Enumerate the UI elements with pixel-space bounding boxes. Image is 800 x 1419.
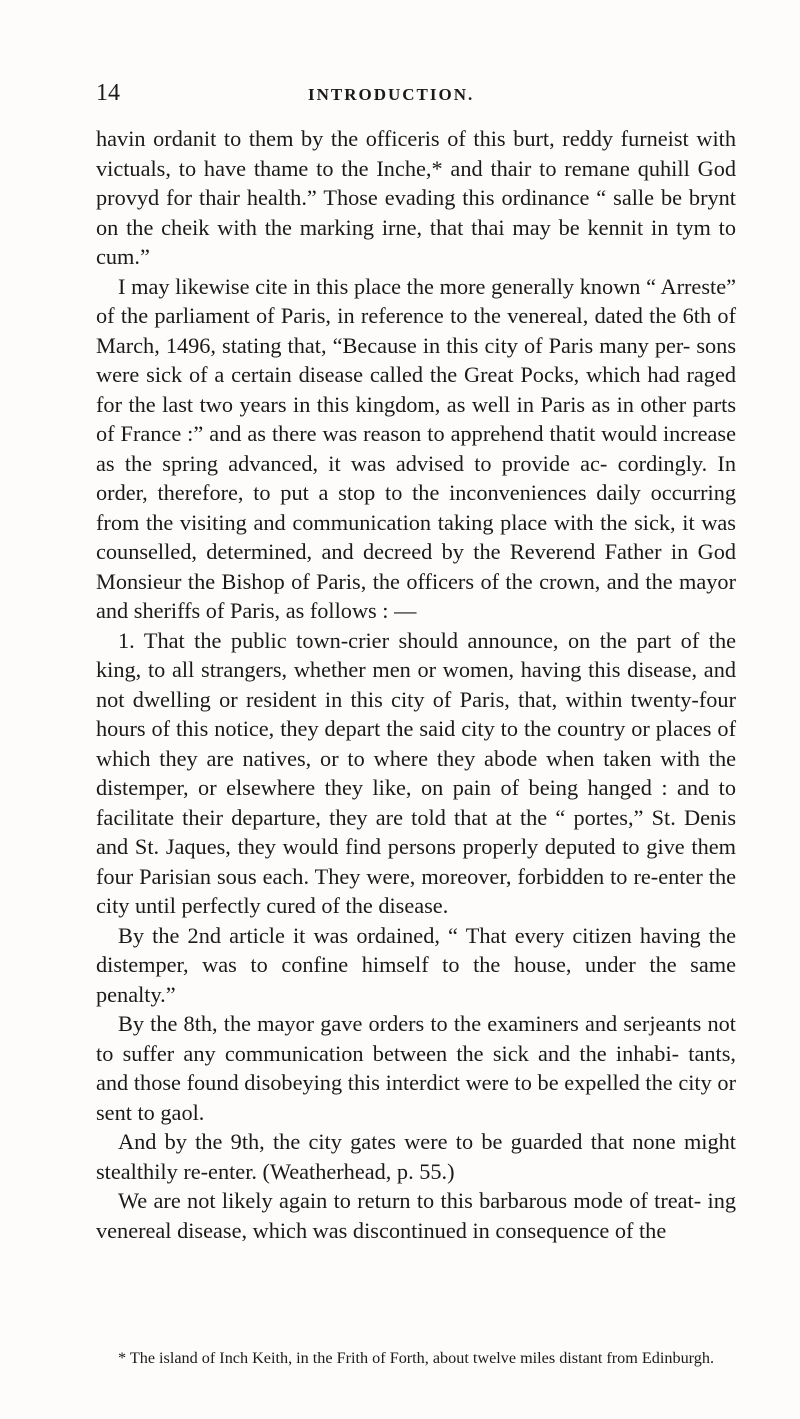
paragraph: And by the 9th, the city gates were to be guarded that none might stealthily re-enter. (Weatherhead, p. 55.) xyxy=(96,1129,736,1184)
page-header xyxy=(96,78,736,108)
body-text xyxy=(96,124,736,1245)
page-number: 14 xyxy=(96,80,120,106)
paragraph: We are not likely again to return to this barbarous mode of treat- ing venereal disease, which was discontinued in consequence of the xyxy=(96,1188,736,1243)
paragraph: 1. That the public town-crier should announce, on the part of the king, to all strangers, whether men or women, having this disease, and not dwelling or resident in this city of Paris, that, within twenty-four hours of this notice, they depart the said city to the country or places of which they are natives, or to where they abode when taken with the distemper, or elsewhere they like, on pain of being hanged : and to facilitate their departure, they are told that at the “ portes,” St. Denis and St. Jaques, they would find persons properly deputed to give them four Parisian sous each. They were, moreover, forbidden to re-enter the city until perfectly cured of the disease. xyxy=(96,627,736,918)
running-head: INTRODUCTION. xyxy=(308,85,475,104)
footnote: * The island of Inch Keith, in the Frith of Forth, about twelve miles distant from Edinburgh. xyxy=(118,1349,715,1367)
paragraph: By the 2nd article it was ordained, “ That every citizen having the distemper, was to confine himself to the house, under the same penalty.” xyxy=(96,922,736,1007)
paragraph: By the 8th, the mayor gave orders to the examiners and serjeants not to suffer any communication between the sick and the inhabi- tants, and those found disobeying this interdict were to be expelled the city or sent to gaol. xyxy=(96,1011,736,1125)
paragraph: I may likewise cite in this place the more generally known “ Arreste” of the parliament of Paris, in reference to the venereal, dated the 6th of March, 1496, stating that, “Because in this city of Paris many per- sons were sick of a certain disease called the Great Pocks, which had raged for the last two years in this kingdom, as well in Paris as in other parts of France :” and as there was reason to apprehend thatit would increase as the spring advanced, it was advised to provide ac- cordingly. In order, therefore, to put a stop to the inconveniences daily occurring from the visiting and communication taking place with the sick, it was counselled, determined, and decreed by the Reverend Father in God Monsieur the Bishop of Paris, the officers of the crown, and the mayor and sheriffs of Paris, as follows : — xyxy=(96,273,736,623)
paragraph: havin ordanit to them by the officeris of this burt, reddy furneist with victuals, to have thame to the Inche,* and thair to remane quhill God provyd for thair health.” Those evading this ordinance “ salle be brynt on the cheik with the marking irne, that thai may be kennit in tym to cum.” xyxy=(96,126,736,269)
